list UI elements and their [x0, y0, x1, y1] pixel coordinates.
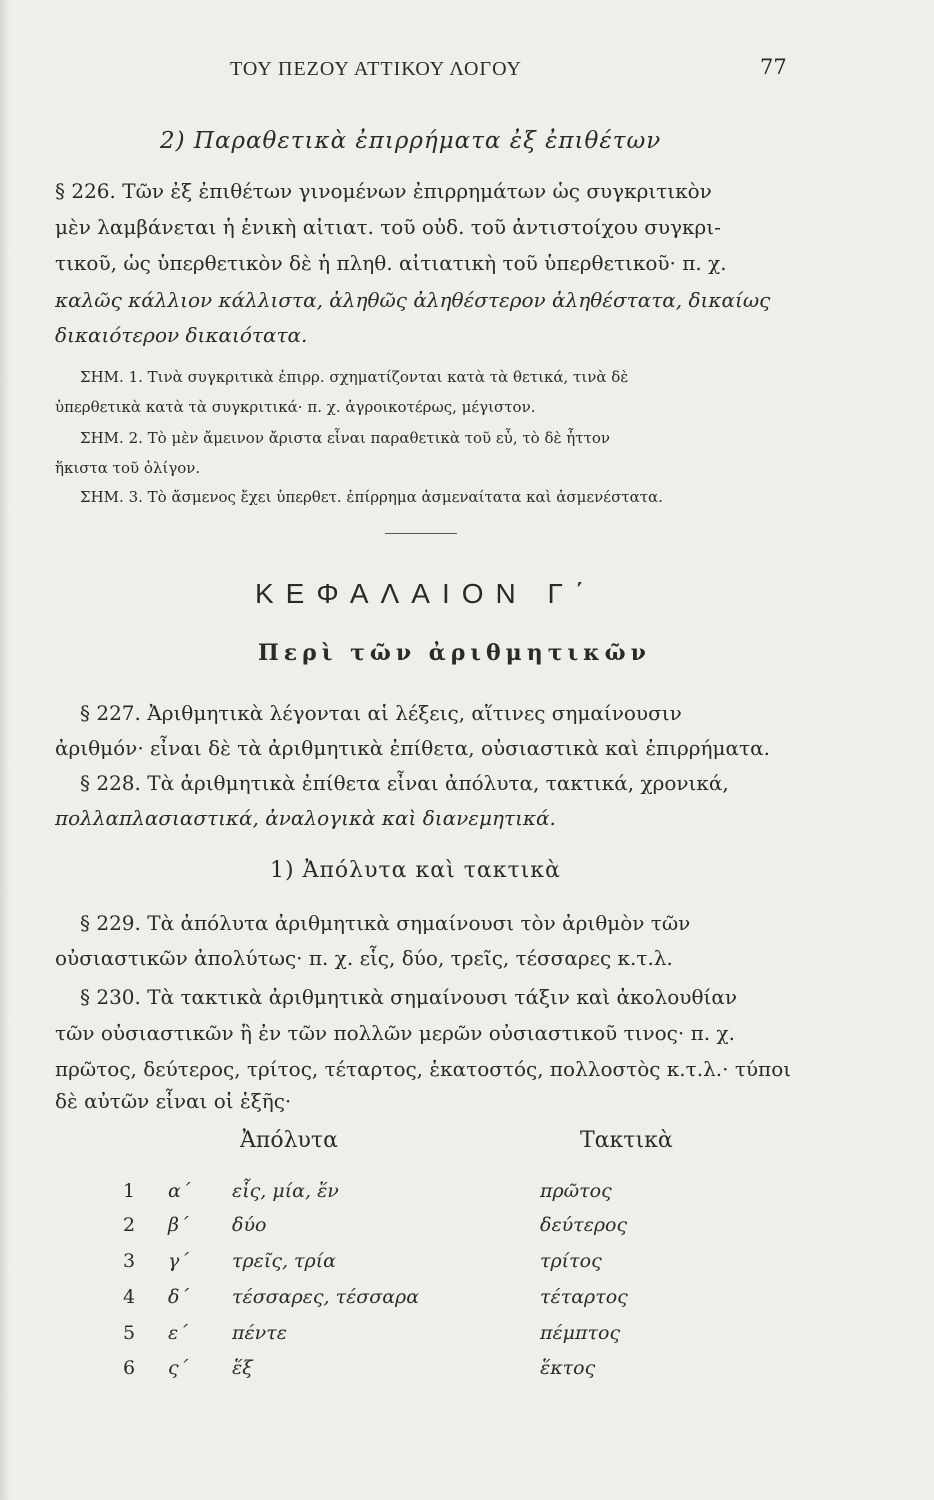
paragraph-line: πρῶτος, δεύτερος, τρίτος, τέταρτος, ἑκατοστός, πολλοστὸς κ.τ.λ.· τύποι [55, 1057, 792, 1081]
table-row [0, 1180, 934, 1214]
column-header-ordinal: Τακτικὰ [580, 1128, 673, 1153]
table-row [0, 1322, 934, 1356]
row-number: 4 [123, 1286, 136, 1308]
row-letter: β΄ [168, 1214, 189, 1236]
paragraph-line: τῶν οὐσιαστικῶν ἢ ἐν τῶν πολλῶν μερῶν οὐσιαστικοῦ τινος· π. χ. [55, 1021, 735, 1045]
paragraph-line: § 230. Τὰ τακτικὰ ἀριθμητικὰ σημαίνουσι τάξιν καὶ ἀκολουθίαν [80, 985, 737, 1009]
page-number: 77 [760, 55, 787, 79]
note-line: ΣΗΜ. 2. Τὸ μὲν ἄμεινον ἄριστα εἶναι παραθετικὰ τοῦ εὖ, τὸ δὲ ἧττον [80, 429, 611, 447]
table-row [0, 1357, 934, 1391]
row-absolute: τρεῖς, τρία [232, 1250, 337, 1272]
table-row [0, 1286, 934, 1320]
running-header: ΤΟΥ ΠΕΖΟΥ ΑΤΤΙΚΟΥ ΛΟΓΟΥ [230, 58, 522, 80]
row-number: 3 [123, 1250, 136, 1272]
paragraph-line: § 227. Ἀριθμητικὰ λέγονται αἱ λέξεις, αἵτινες σημαίνουσιν [80, 701, 682, 725]
row-ordinal: πέμπτος [540, 1322, 621, 1344]
paragraph-line: § 228. Τὰ ἀριθμητικὰ ἐπίθετα εἶναι ἀπόλυτα, τακτικά, χρονικά, [80, 771, 729, 795]
section-heading-adverbs: 2) Παραθετικὰ ἐπιρρήματα ἐξ ἐπιθέτων [160, 128, 662, 154]
row-ordinal: ἕκτος [540, 1357, 596, 1379]
row-ordinal: τέταρτος [540, 1286, 628, 1308]
row-letter: γ΄ [168, 1250, 189, 1272]
row-absolute: δύο [232, 1214, 267, 1236]
paragraph-line: καλῶς κάλλιον κάλλιστα, ἀληθῶς ἀληθέστερον ἀληθέστατα, δικαίως [55, 288, 771, 312]
table-row [0, 1250, 934, 1284]
column-header-absolute: Ἀπόλυτα [240, 1128, 338, 1153]
paragraph-line: δικαιότερον δικαιότατα. [55, 323, 308, 347]
row-number: 6 [123, 1357, 136, 1379]
row-number: 2 [123, 1214, 136, 1236]
subsection-heading: 1) Ἀπόλυτα καὶ τακτικὰ [270, 858, 561, 883]
section-divider [385, 533, 457, 534]
chapter-subtitle: Περὶ τῶν ἀριθμητικῶν [258, 640, 651, 666]
paragraph-line: δὲ αὐτῶν εἶναι οἱ ἑξῆς· [55, 1089, 292, 1113]
row-letter: δ΄ [168, 1286, 189, 1308]
row-ordinal: δεύτερος [540, 1214, 628, 1236]
paragraph-line: τικοῦ, ὡς ὑπερθετικὸν δὲ ἡ πληθ. αἰτιατικὴ τοῦ ὑπερθετικοῦ· π. χ. [55, 251, 727, 275]
row-letter: ε΄ [168, 1322, 188, 1344]
chapter-heading: ΚΕΦΑΛΑΙΟΝ Γ΄ [255, 578, 597, 609]
paragraph-line: μὲν λαμβάνεται ἡ ἑνικὴ αἰτιατ. τοῦ οὐδ. τοῦ ἀντιστοίχου συγκρι- [55, 215, 721, 239]
note-line: ΣΗΜ. 3. Τὸ ἄσμενος ἔχει ὑπερθετ. ἐπίρρημα ἀσμεναίτατα καὶ ἀσμενέστατα. [80, 488, 663, 506]
note-line: ΣΗΜ. 1. Τινὰ συγκριτικὰ ἐπιρρ. σχηματίζονται κατὰ τὰ θετικά, τινὰ δὲ [80, 368, 629, 386]
row-absolute: ἕξ [232, 1357, 253, 1379]
paragraph-line: ἀριθμόν· εἶναι δὲ τὰ ἀριθμητικὰ ἐπίθετα, οὐσιαστικὰ καὶ ἐπιρρήματα. [55, 736, 770, 760]
paragraph-line: πολλαπλασιαστικά, ἀναλογικὰ καὶ διανεμητικά. [55, 806, 556, 830]
table-row [0, 1214, 934, 1248]
note-line: ἥκιστα τοῦ ὀλίγον. [55, 459, 201, 477]
row-ordinal: τρίτος [540, 1250, 602, 1272]
row-letter: α΄ [168, 1180, 191, 1202]
note-line: ὑπερθετικὰ κατὰ τὰ συγκριτικά· π. χ. ἀγροικοτέρως, μέγιστον. [55, 398, 536, 416]
row-letter: ς΄ [168, 1357, 189, 1379]
row-ordinal: πρῶτος [540, 1180, 612, 1202]
paragraph-line: οὐσιαστικῶν ἀπολύτως· π. χ. εἷς, δύο, τρεῖς, τέσσαρες κ.τ.λ. [55, 946, 673, 970]
paragraph-line: § 226. Τῶν ἐξ ἐπιθέτων γινομένων ἐπιρρημάτων ὡς συγκριτικὸν [55, 179, 712, 203]
row-absolute: πέντε [232, 1322, 287, 1344]
row-number: 1 [123, 1180, 136, 1202]
paragraph-line: § 229. Τὰ ἀπόλυτα ἀριθμητικὰ σημαίνουσι τὸν ἀριθμὸν τῶν [80, 911, 691, 935]
row-absolute: εἷς, μία, ἕν [232, 1180, 339, 1202]
row-number: 5 [123, 1322, 136, 1344]
row-absolute: τέσσαρες, τέσσαρα [232, 1286, 420, 1308]
